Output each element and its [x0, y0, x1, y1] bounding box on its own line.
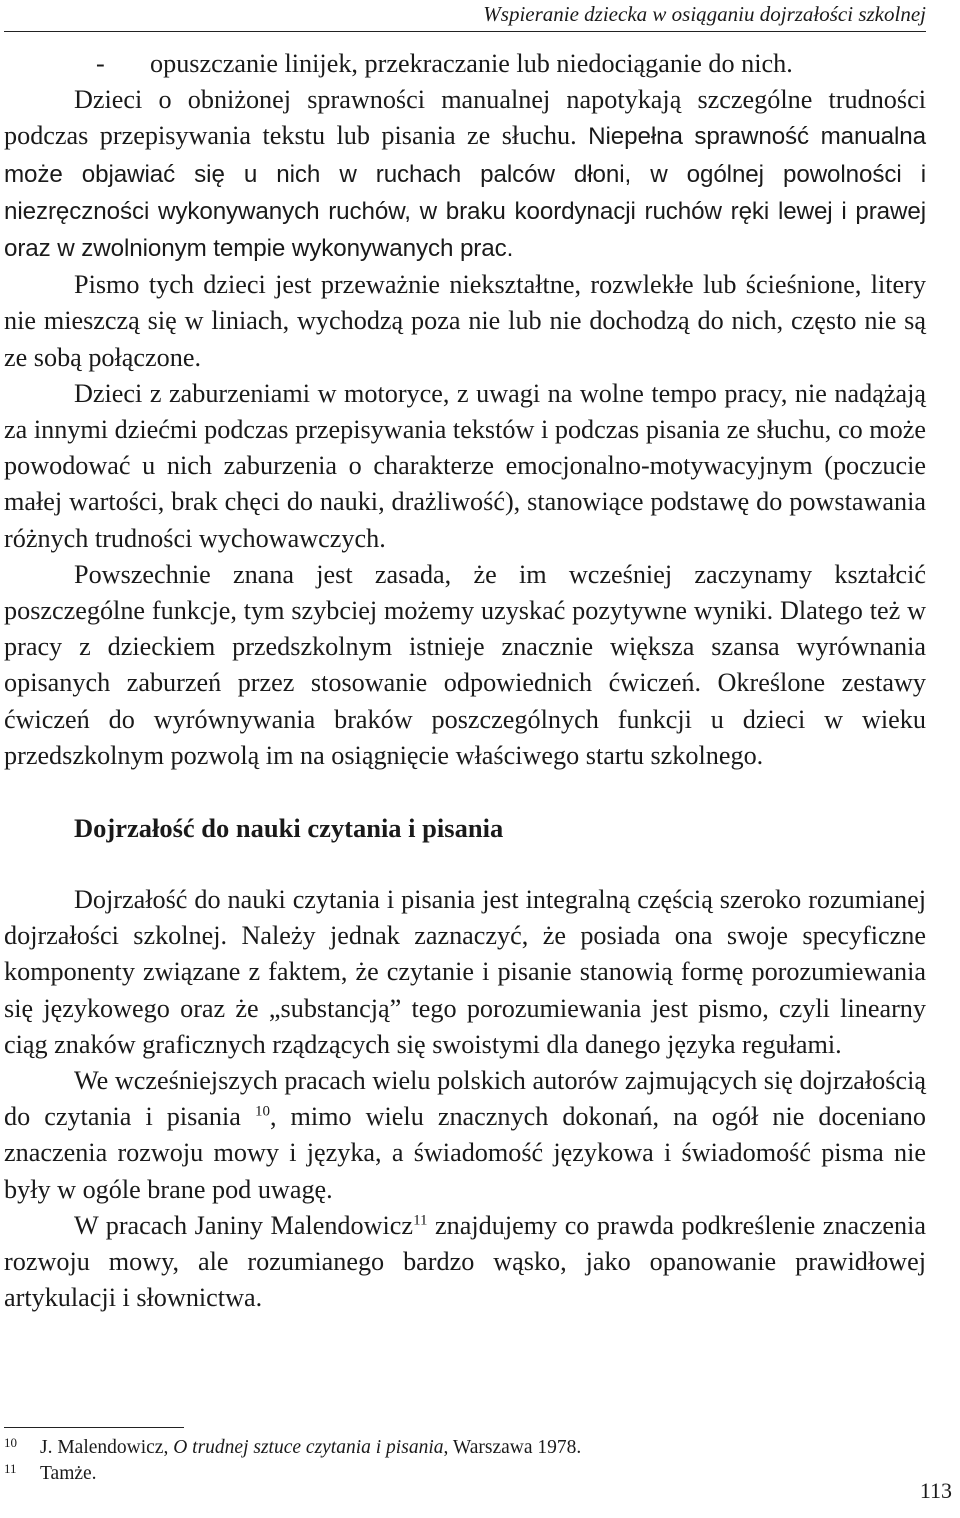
page-number: 113 [919, 1478, 952, 1503]
footnote-ref: 10 [254, 1103, 270, 1120]
footnote [4, 1461, 904, 1487]
paragraph-text: We wcześniejszych pracach wielu polskich autorów zajmujących się dojrzałością do czytania i pisania [4, 1066, 926, 1132]
footnote-text: , Warszawa 1978. [443, 1437, 582, 1458]
running-header: Wspieranie dziecka w osiąganiu dojrzałości szkolnej [483, 2, 926, 26]
body-text [4, 46, 926, 1317]
footnote-ref: 11 [413, 1212, 428, 1229]
footnote [4, 1435, 904, 1461]
paragraph-text-sans: Niepełna sprawność manualna może objawiać się u nich w ruchach palców dłoni, w ogólnej powolności i niezręczności wykonywanych ruchów, w braku koordynacji ruchów ręki lewej i prawej oraz w zwolnionym tempie wykonywanych prac. [4, 123, 926, 263]
paragraph [4, 1063, 926, 1208]
paragraph [4, 82, 926, 267]
paragraph: Dzieci z zaburzeniami w motoryce, z uwagi na wolne tempo pracy, nie nadążają za innymi dziećmi podczas przepisywania tekstów i podczas pisania ze słuchu, co może powodować u nich zaburzenia o charakterze emocjonalno-motywacyjnym (poczucie małej wartości, brak chęci do nauki, drażliwość), stanowiące podstawę do powstawania różnych trudności wychowawczych. [4, 378, 926, 553]
paragraph: Pismo tych dzieci jest przeważnie niekształtne, rozwlekłe lub ścieśnione, litery nie mieszczą się w liniach, wychodzą poza nie lub nie dochodzą do nich, często nie są ze sobą połączone. [4, 270, 926, 372]
list-item [4, 46, 926, 82]
paragraph-text: , mimo wielu znacznych dokonań, na ogół nie doceniano znaczenia rozwoju mowy i języka, a świadomość językowa i świadomość pisma nie były w ogóle brane pod uwagę. [4, 1102, 926, 1204]
footnotes [4, 1435, 904, 1487]
paragraph: Dojrzałość do nauki czytania i pisania jest integralną częścią szeroko rozumianej dojrzałości szkolnej. Należy jednak zaznaczyć, że posiada ona swoje specyficzne komponenty związane z faktem, że czytanie i pisanie stanowią formę porozumiewania się językowego oraz że „substancją” tego porozumiewania jest pismo, czyli linearny ciąg znaków graficznych rządzących się swoistymi dla danego języka regułami. [4, 885, 926, 1059]
paragraph-text-serif: Dzieci o obniżonej sprawności manualnej napotykają szczególne trudności podczas przepisywania tekstu lub pisania ze słuchu. [4, 85, 926, 151]
footnote-text: J. Malendowicz, [40, 1437, 174, 1458]
header-rule [4, 31, 926, 32]
footnote-rule [4, 1427, 184, 1428]
list-item-text: opuszczanie linijek, przekraczanie lub niedociąganie do nich. [150, 49, 793, 78]
paragraph: Powszechnie znana jest zasada, że im wcześniej zaczynamy kształcić poszczególne funkcje, tym szybciej możemy uzyskać pozytywne wyniki. Dlatego też w pracy z dzieckiem przedszkolnym istnieje znacznie większa szansa wyrównania opisanych zaburzeń przez stosowanie odpowiednich ćwiczeń. Określone zestawy ćwiczeń do wyrównywania braków poszczególnych funkcji u dzieci w wieku przedszkolnym pozwolą im na osiągnięcie właściwego startu szkolnego. [4, 559, 926, 770]
footnote-number: 11 [4, 1461, 17, 1476]
list-marker: - [96, 49, 105, 78]
section-heading: Dojrzałość do nauki czytania i pisania [74, 813, 504, 844]
footnote-text: Tamże. [40, 1463, 97, 1484]
footnote-title: O trudnej sztuce czytania i pisania [173, 1437, 444, 1458]
paragraph-text: W pracach Janiny Malendowicz [74, 1210, 414, 1240]
paragraph-text: znajdujemy co prawda podkreślenie znaczenia rozwoju mowy, ale rozumianego bardzo wąsko, jako opanowanie prawidłowej artykulacji i słownictwa. [4, 1210, 926, 1313]
footnote-number: 10 [4, 1435, 17, 1450]
paragraph [4, 1208, 926, 1317]
